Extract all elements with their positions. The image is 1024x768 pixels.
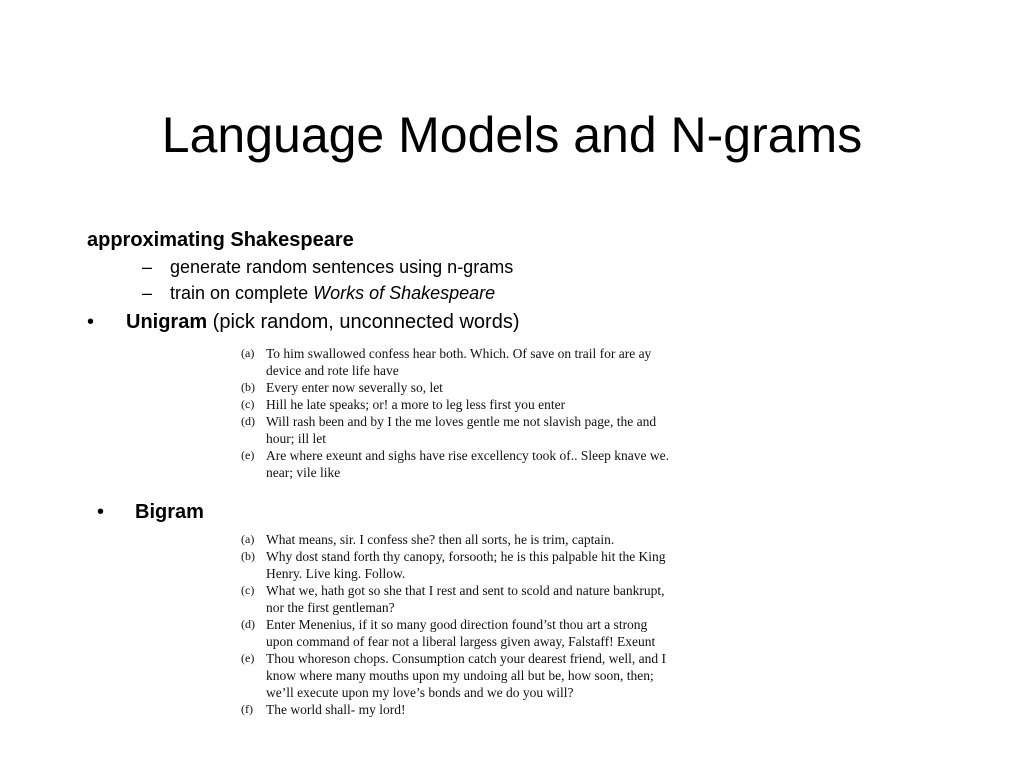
bigram-sample-f bbox=[241, 701, 675, 718]
bigram-sample-a bbox=[241, 531, 675, 548]
unigram-sample-d bbox=[241, 413, 673, 447]
bigram-sample-e bbox=[241, 650, 675, 701]
unigram-sample-b bbox=[241, 379, 673, 396]
bigram-sample-d bbox=[241, 616, 675, 650]
bigram-samples bbox=[241, 531, 675, 718]
sample-text: Are where exeunt and sighs have rise excellency took of.. Sleep knave we. near; vile like bbox=[266, 448, 669, 480]
item-letter: (b) bbox=[241, 549, 255, 563]
bullet-marker: • bbox=[97, 501, 105, 523]
sample-text: What means, sir. I confess she? then all sorts, he is trim, captain. bbox=[266, 532, 615, 547]
bigram-sample-c bbox=[241, 582, 675, 616]
unigram-label bbox=[126, 309, 520, 335]
unigram-note: (pick random, unconnected words) bbox=[207, 311, 520, 333]
sample-text: Hill he late speaks; or! a more to leg less first you enter bbox=[266, 397, 566, 412]
sample-text: What we, hath got so she that I rest and sent to scold and nature bankrupt, nor the first gentleman? bbox=[266, 583, 665, 615]
sub-item-text-plain: train on complete bbox=[170, 283, 314, 303]
bigram-sample-b bbox=[241, 548, 675, 582]
bigram-term: Bigram bbox=[135, 501, 204, 523]
item-letter: (e) bbox=[241, 651, 255, 665]
unigram-sample-a bbox=[241, 345, 673, 379]
unigram-sample-e bbox=[241, 447, 673, 481]
slide-title: Language Models and N-grams bbox=[161, 107, 863, 163]
dash-marker: – bbox=[142, 283, 153, 303]
item-letter: (d) bbox=[241, 617, 255, 631]
sample-text: Enter Menenius, if it so many good direction found’st thou art a strong upon command of fear not a liberal largess given away, Falstaff! Exeunt bbox=[266, 617, 656, 649]
item-letter: (b) bbox=[241, 380, 255, 394]
sub-item-text: generate random sentences using n-grams bbox=[170, 257, 514, 277]
item-letter: (c) bbox=[241, 583, 255, 597]
dash-marker: – bbox=[142, 257, 153, 277]
unigram-term: Unigram bbox=[126, 311, 208, 333]
item-letter: (c) bbox=[241, 397, 255, 411]
sample-text: Will rash been and by I the me loves gentle me not slavish page, the and hour; ill let bbox=[266, 414, 657, 446]
item-letter: (d) bbox=[241, 414, 255, 428]
sample-text: Thou whoreson chops. Consumption catch your dearest friend, well, and I know where many mouths upon my undoing all but be, how soon, then; we’ll execute upon my love’s bonds and we do you will? bbox=[266, 651, 667, 700]
item-letter: (a) bbox=[241, 346, 255, 360]
bigram-label bbox=[135, 499, 204, 525]
item-letter: (a) bbox=[241, 532, 255, 546]
sample-text: To him swallowed confess hear both. Which. Of save on trail for are ay device and rote life have bbox=[266, 346, 652, 378]
sample-text: Every enter now severally so, let bbox=[266, 380, 443, 395]
unigram-sample-c bbox=[241, 396, 673, 413]
bullet-marker: • bbox=[87, 311, 95, 333]
sample-text: The world shall- my lord! bbox=[266, 702, 406, 717]
sub-item-text bbox=[170, 281, 495, 305]
works-title-emphasis: Works of Shakespeare bbox=[313, 283, 496, 303]
item-letter: (e) bbox=[241, 448, 255, 462]
unigram-samples bbox=[241, 345, 673, 481]
section-heading: approximating Shakespeare bbox=[87, 229, 354, 251]
item-letter: (f) bbox=[241, 702, 253, 716]
sample-text: Why dost stand forth thy canopy, forsooth; he is this palpable hit the King Henry. Live king. Follow. bbox=[266, 549, 666, 581]
